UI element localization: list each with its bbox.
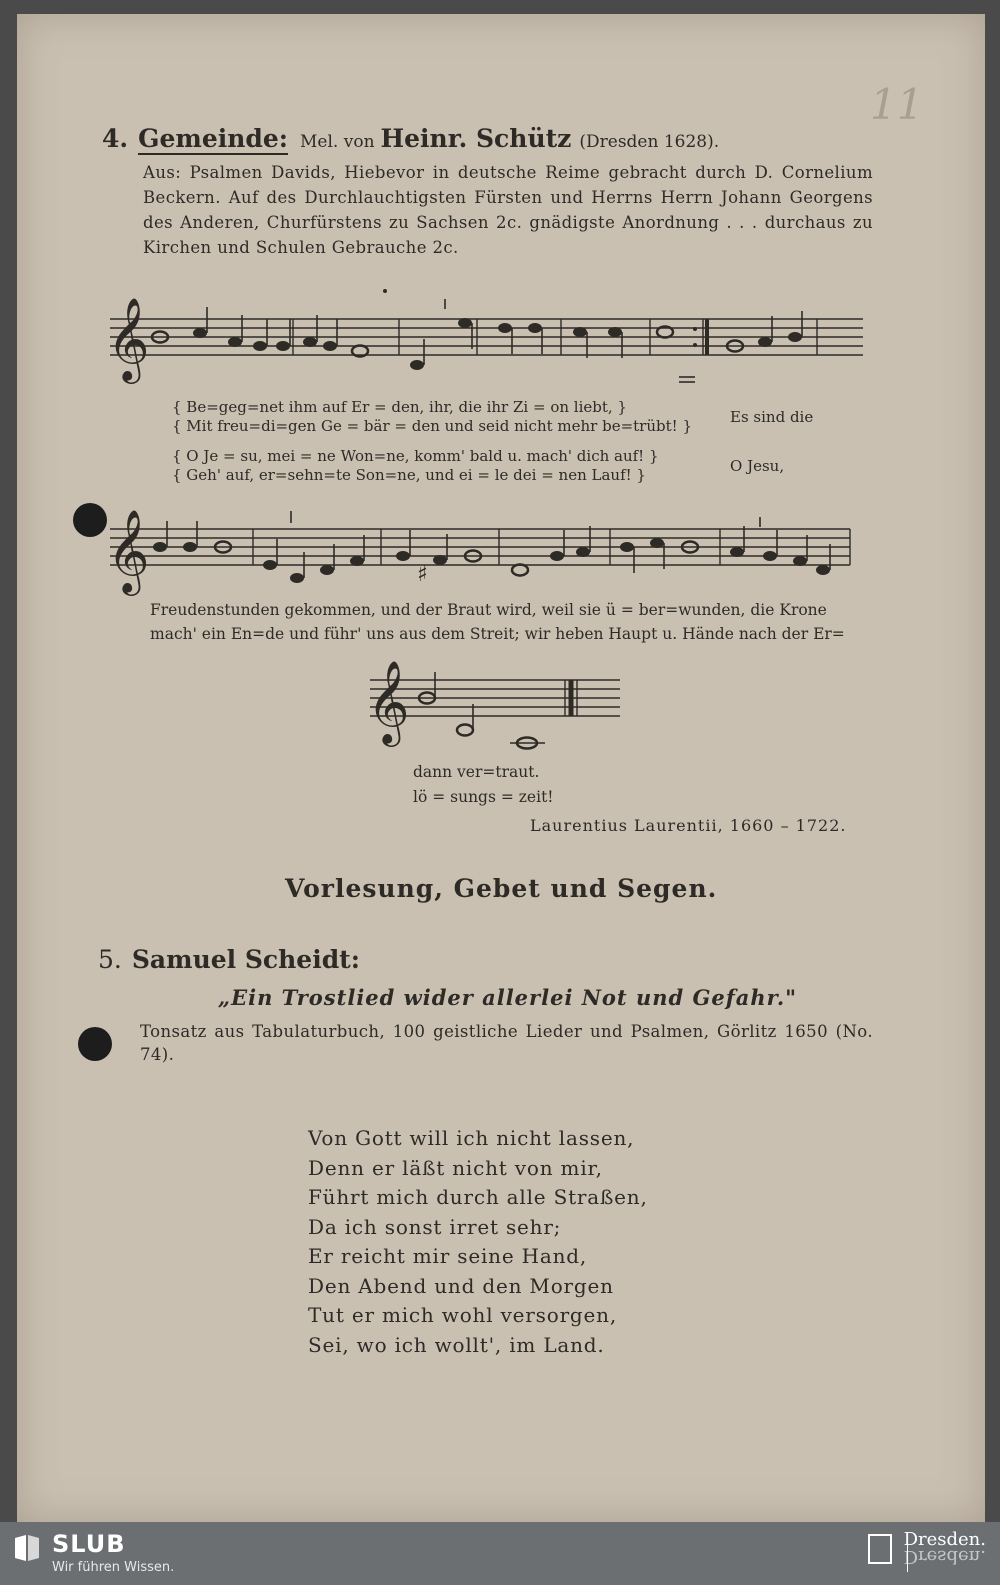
poem-line: Tut er mich wohl versorgen, [308, 1303, 618, 1327]
lyrics-line: { Geh' auf, er=sehn=te Son=ne, und ei = le dei = nen Lauf! } [172, 466, 646, 484]
section-5-heading [98, 945, 360, 974]
city-name-reflection: Dresden. [903, 1546, 986, 1567]
city-name: Dresden. [903, 1529, 986, 1550]
section-number: 5. [98, 945, 122, 974]
lyrics-line: Freudenstunden gekommen, und der Braut wird, weil sie ü = ber=wunden, die Krone [150, 601, 827, 619]
poem-line: Da ich sonst irret sehr; [308, 1214, 562, 1239]
poem-line: Führt mich durch alle Straßen, [308, 1185, 648, 1209]
svg-text:♯: ♯ [417, 562, 428, 587]
lyrics-line: { Mit freu=di=gen Ge = bär = den und seid nicht mehr be=trübt! } [172, 417, 692, 435]
lyrics-line: { O Je = su, mei = ne Won=ne, komm' bald u. mach' dich auf! } [172, 447, 659, 465]
poem-line: Von Gott will ich nicht lassen, [308, 1126, 635, 1150]
poem-line: Er reicht mir seine Hand, [308, 1244, 588, 1268]
piece-title: „Ein Trostlied wider allerlei Not und Gefahr." [218, 985, 798, 1010]
page-number: 11 [870, 80, 924, 129]
brand-name[interactable]: SLUB [52, 1530, 126, 1558]
lyrics-line: dann ver=traut. [413, 763, 540, 781]
dresden-logo[interactable] [903, 1529, 986, 1567]
lyrics-line: Es sind die [730, 408, 814, 426]
svg-text:𝄞: 𝄞 [107, 508, 150, 592]
poem [308, 1124, 648, 1360]
interlude-heading: Vorlesung, Gebet und Segen. [285, 874, 718, 903]
poem-line: Sei, wo ich wollt', im Land. [308, 1332, 605, 1357]
poem-line: Denn er läßt nicht von mir, [308, 1155, 603, 1180]
music-staff-3 [365, 660, 625, 760]
section-number: 4. [102, 124, 129, 153]
section-heading: Gemeinde: [138, 124, 289, 153]
poem-line: Den Abend und den Morgen [308, 1273, 614, 1298]
lyrics-line: mach' ein En=de und führ' uns aus dem Streit; wir heben Haupt u. Hände nach der Er= [150, 625, 845, 643]
lyrics-line: { Be=geg=net ihm auf Er = den, ihr, die ihr Zi = on liebt, } [172, 398, 627, 416]
svg-text:𝄞: 𝄞 [107, 296, 150, 380]
dresden-crest-icon [868, 1534, 892, 1564]
source-description: Aus: Psalmen Davids, Hiebevor in deutsche Reime gebracht durch D. Cornelium Beckern. Auf des Durchlauchtigsten Fürsten und Herrns Herrn Johann Georgens des Anderen, Churfürstens zu Sachsen 2c. gnädigste Anordnung . . . durchaus zu Kirchen und Schulen Gebrauche 2c. [143, 163, 873, 257]
place-year: (Dresden 1628). [579, 132, 720, 152]
music-staff-1 [105, 285, 870, 395]
lyrics-line: lö = sungs = zeit! [413, 788, 554, 806]
music-staff-2 [105, 505, 865, 600]
source-description: Tonsatz aus Tabulaturbuch, 100 geistliche Lieder und Psalmen, Görlitz 1650 (No. 74). [140, 1022, 873, 1064]
punch-hole [73, 503, 107, 537]
section-4-heading [102, 124, 719, 153]
slub-logo-icon[interactable] [12, 1532, 42, 1564]
svg-text:𝄞: 𝄞 [367, 660, 410, 743]
melody-label: Mel. von [300, 132, 375, 152]
hymn-author: Laurentius Laurentii, 1660 – 1722. [530, 816, 847, 835]
section-heading: Samuel Scheidt: [131, 945, 360, 974]
viewer-footer [0, 1522, 1000, 1585]
composer-name: Heinr. Schütz [380, 124, 572, 153]
lyrics-line: O Jesu, [730, 457, 785, 475]
punch-hole [78, 1027, 112, 1061]
brand-tagline: Wir führen Wissen. [52, 1560, 175, 1575]
